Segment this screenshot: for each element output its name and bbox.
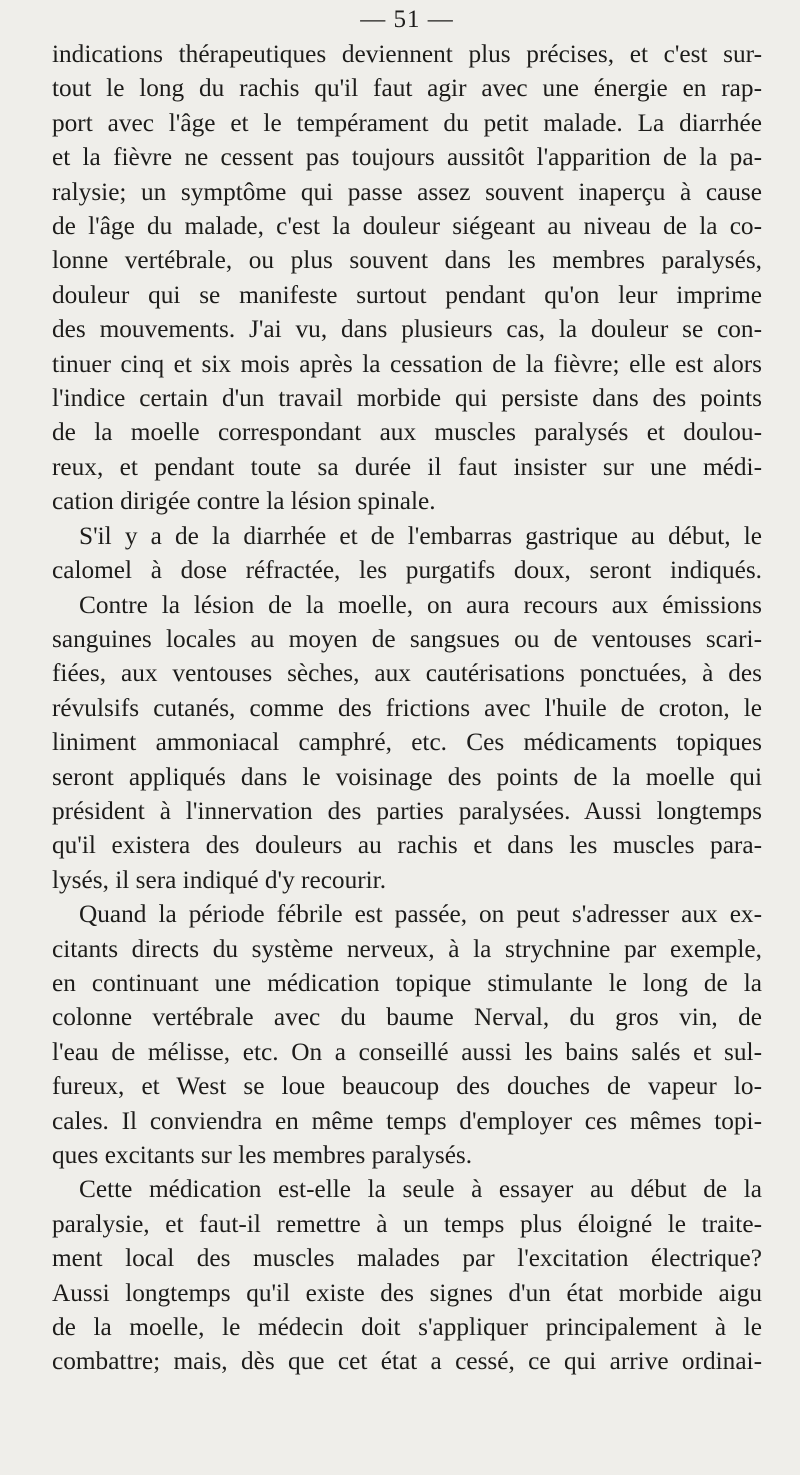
text-line: de la moelle correspondant aux muscles paralysés et doulou-	[52, 418, 762, 447]
text-line: tout le long du rachis qu'il faut agir avec une énergie en rap-	[52, 74, 762, 103]
text-line: en continuant une médication topique stimulante le long de la	[52, 968, 762, 997]
text-line: Quand la période fébrile est passée, on peut s'adresser aux ex-	[79, 900, 762, 929]
text-line: reux, et pendant toute sa durée il faut insister sur une médi-	[52, 452, 762, 481]
text-line: liniment ammoniacal camphré, etc. Ces médicaments topiques	[52, 728, 762, 757]
text-line: tinuer cinq et six mois après la cessation de la fièvre; elle est alors	[52, 349, 762, 378]
text-line: cales. Il conviendra en même temps d'employer ces mêmes topi-	[52, 1106, 762, 1135]
text-line: président à l'innervation des parties paralysées. Aussi longtemps	[52, 796, 762, 825]
text-line: calomel à dose réfractée, les purgatifs doux, seront indiqués.	[52, 556, 762, 585]
text-line: port avec l'âge et le tempérament du petit malade. La diarrhée	[52, 108, 762, 137]
text-line: Aussi longtemps qu'il existe des signes d'un état morbide aigu	[52, 1278, 762, 1307]
text-line: de l'âge du malade, c'est la douleur siégeant au niveau de la co-	[52, 212, 762, 241]
text-line: douleur qui se manifeste surtout pendant qu'on leur imprime	[52, 280, 762, 309]
body-text	[52, 37, 762, 1379]
text-line: de la moelle, le médecin doit s'appliquer principalement à le	[52, 1313, 762, 1342]
text-line: ralysie; un symptôme qui passe assez souvent inaperçu à cause	[52, 177, 762, 206]
text-line: qu'il existera des douleurs au rachis et dans les muscles para-	[52, 831, 762, 860]
text-line: des mouvements. J'ai vu, dans plusieurs cas, la douleur se con-	[52, 315, 762, 344]
text-line: citants directs du système nerveux, à la strychnine par exemple,	[52, 934, 762, 963]
text-line: lysés, il sera indiqué d'y recourir.	[52, 865, 387, 894]
text-line: cation dirigée contre la lésion spinale.	[52, 487, 436, 516]
text-line: l'eau de mélisse, etc. On a conseillé aussi les bains salés et sul-	[52, 1037, 762, 1066]
text-line: paralysie, et faut-il remettre à un temps plus éloigné le traite-	[52, 1209, 762, 1238]
text-line: Cette médication est-elle la seule à essayer au début de la	[79, 1175, 762, 1204]
text-line: fiées, aux ventouses sèches, aux cautérisations ponctuées, à des	[52, 659, 762, 688]
page-number: — 51 —	[360, 6, 454, 33]
text-line: fureux, et West se loue beaucoup des douches de vapeur lo-	[52, 1072, 762, 1101]
text-line: indications thérapeutiques deviennent plus précises, et c'est sur-	[52, 40, 762, 68]
text-line: et la fièvre ne cessent pas toujours aussitôt l'apparition de la pa-	[52, 143, 762, 172]
text-line: sanguines locales au moyen de sangsues ou de ventouses scari-	[52, 624, 762, 653]
text-line: combattre; mais, dès que cet état a cessé, ce qui arrive ordinai-	[52, 1347, 762, 1376]
text-line: révulsifs cutanés, comme des frictions avec l'huile de croton, le	[52, 693, 762, 722]
text-line: l'indice certain d'un travail morbide qui persiste dans des points	[52, 384, 762, 413]
text-line: Contre la lésion de la moelle, on aura recours aux émissions	[79, 590, 762, 619]
text-line: ment local des muscles malades par l'excitation électrique?	[52, 1244, 762, 1273]
text-line: lonne vertébrale, ou plus souvent dans les membres paralysés,	[52, 246, 762, 275]
text-line: seront appliqués dans le voisinage des points de la moelle qui	[52, 762, 762, 791]
text-line: ques excitants sur les membres paralysés.	[52, 1141, 473, 1169]
text-line: S'il y a de la diarrhée et de l'embarras gastrique au début, le	[79, 521, 762, 550]
text-line: colonne vertébrale avec du baume Nerval, du gros vin, de	[52, 1003, 762, 1032]
